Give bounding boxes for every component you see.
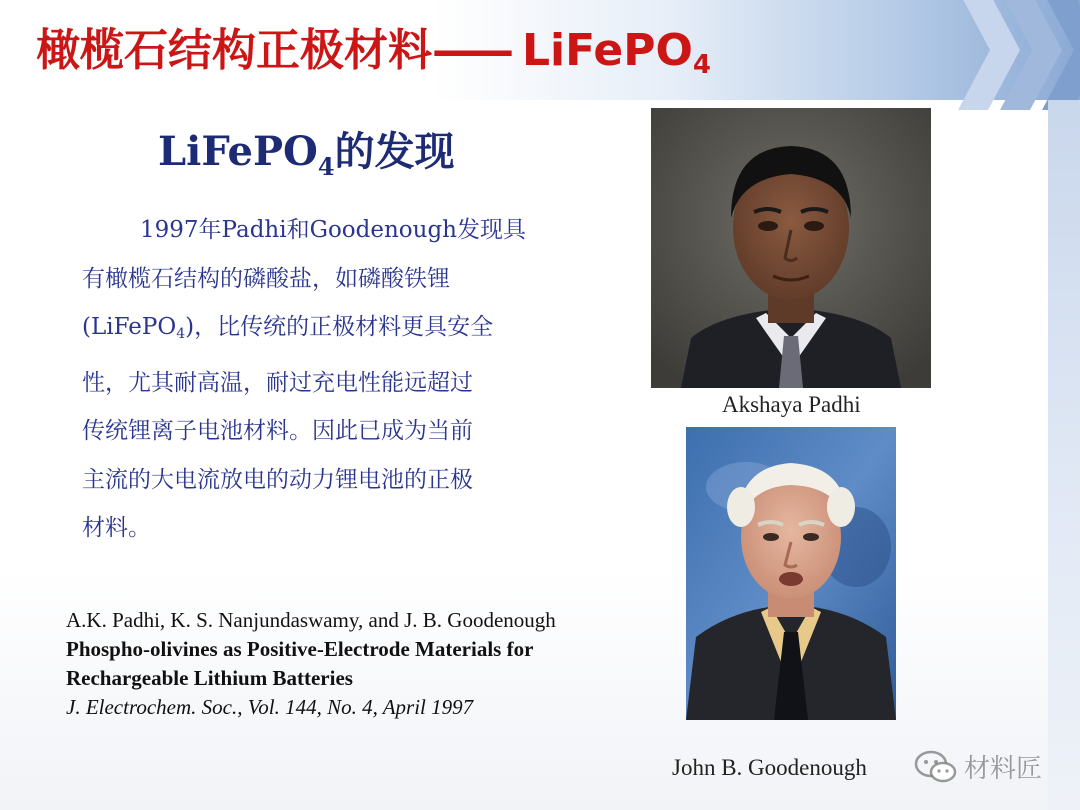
title-main: 橄榄石结构正极材料 <box>36 25 432 76</box>
citation-title-line: Rechargeable Lithium Batteries <box>66 666 353 690</box>
title-formula: LiFePO <box>522 25 693 76</box>
body-line: 主流的大电流放电的动力锂电池的正极 <box>82 466 473 493</box>
body-paragraph <box>82 206 562 553</box>
title-dash: —— <box>432 25 508 76</box>
body-line: 传统锂离子电池材料。因此已成为当前 <box>82 418 473 444</box>
body-line: 性，尤其耐高温，耐过充电性能远超过 <box>82 369 473 396</box>
formula-text: (LiFePO <box>82 314 177 340</box>
wechat-icon <box>914 750 958 784</box>
watermark-text: 材料匠 <box>964 754 1043 784</box>
citation-authors: A.K. Padhi, K. S. Nanjundaswamy, and J. B. Goodenough <box>66 608 556 632</box>
formula-subscript: 4 <box>176 326 186 342</box>
title-subscript: 4 <box>692 50 711 80</box>
slide-title <box>36 14 711 80</box>
body-line <box>82 303 562 359</box>
heading-subscript: 4 <box>317 152 335 181</box>
side-strip-decoration <box>1048 100 1080 810</box>
caption-padhi: Akshaya Padhi <box>722 392 861 417</box>
body-line: 有橄榄石结构的磷酸盐，如磷酸铁锂 <box>82 265 450 292</box>
body-line-rest: )，比传统的正极材料更具安全 <box>185 314 494 340</box>
heading-formula: LiFePO <box>158 128 318 175</box>
caption-goodenough: John B. Goodenough <box>672 755 867 780</box>
body-line: 材料。 <box>82 515 151 541</box>
photo-goodenough <box>686 427 896 720</box>
watermark <box>914 748 1042 785</box>
citation <box>66 606 646 722</box>
header-chevron-decoration <box>1042 0 1080 110</box>
citation-title-line: Phospho-olivines as Positive-Electrode Materials for <box>66 637 534 661</box>
heading-text: 的发现 <box>334 128 455 175</box>
photo-padhi <box>651 108 931 388</box>
body-line: 1997年Padhi和Goodenough发现具 <box>140 217 526 243</box>
section-heading <box>158 120 455 181</box>
citation-journal: J. Electrochem. Soc., Vol. 144, No. 4, April 1997 <box>66 695 474 719</box>
